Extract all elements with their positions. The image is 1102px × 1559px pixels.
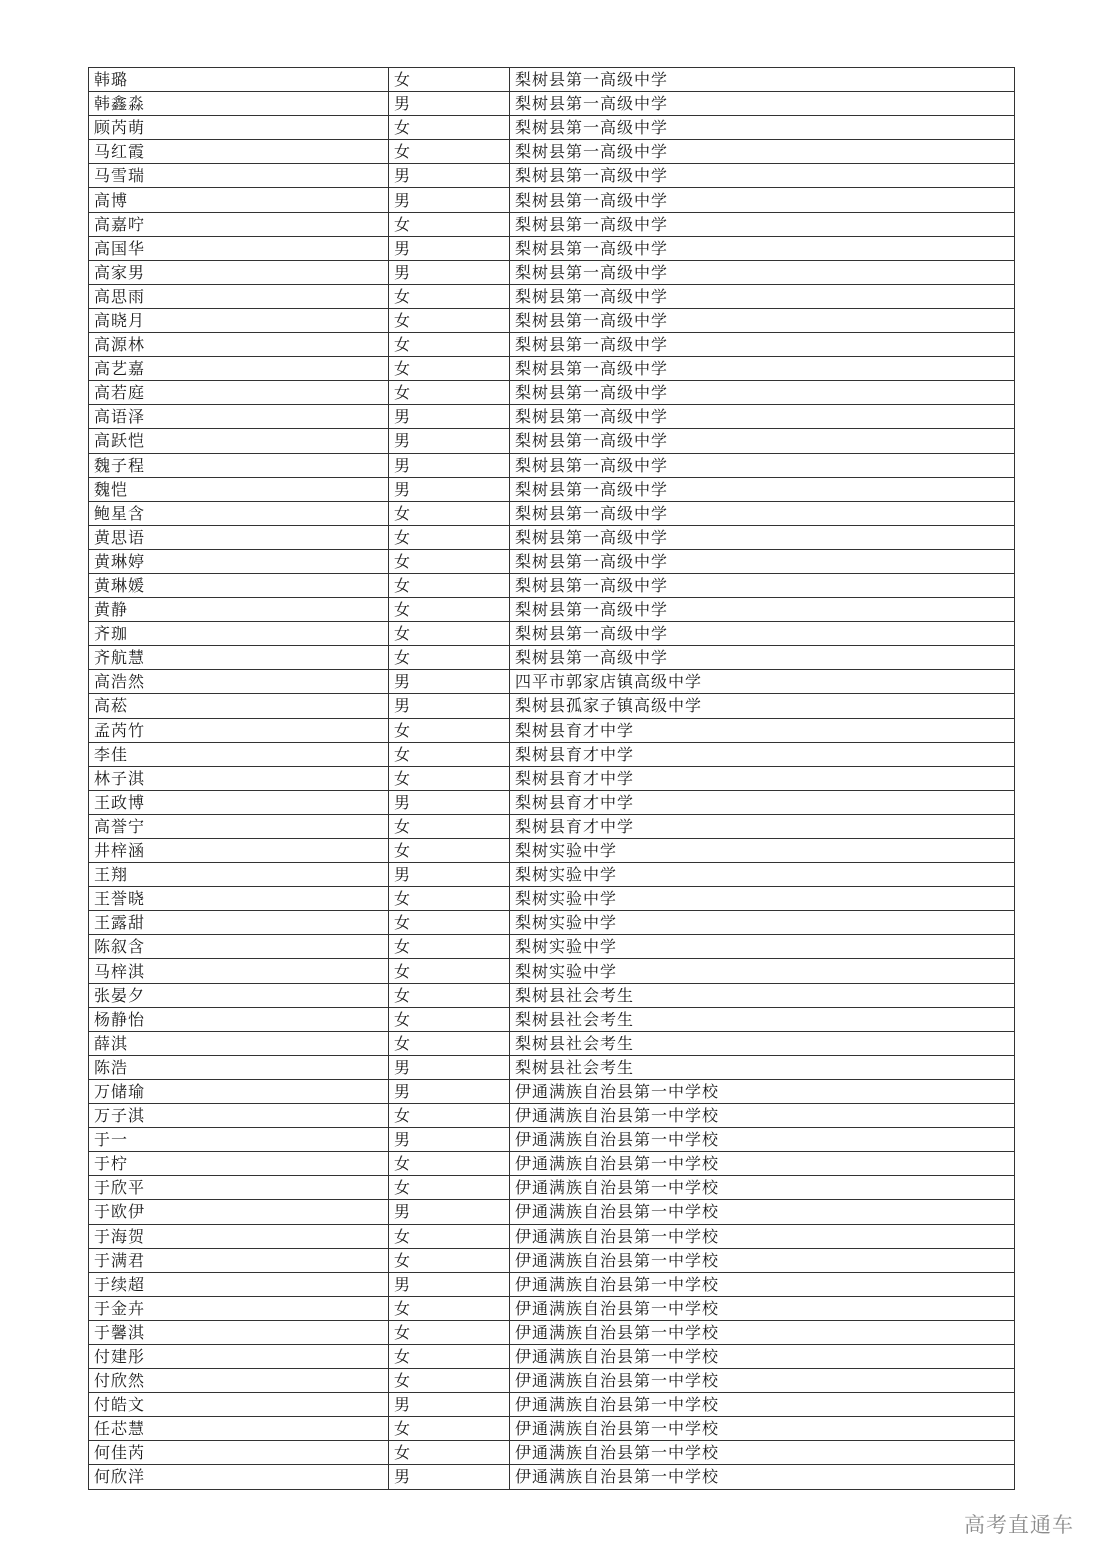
school-cell: 梨树县社会考生 bbox=[510, 1031, 1015, 1055]
gender-cell: 女 bbox=[389, 887, 510, 911]
school-cell: 梨树县第一高级中学 bbox=[510, 236, 1015, 260]
student-name-cell: 于续超 bbox=[89, 1272, 389, 1296]
table-row bbox=[89, 1344, 1015, 1368]
school-cell: 梨树县社会考生 bbox=[510, 1007, 1015, 1031]
school-cell: 梨树县育才中学 bbox=[510, 742, 1015, 766]
gender-cell: 女 bbox=[389, 935, 510, 959]
table-row bbox=[89, 260, 1015, 284]
school-cell: 伊通满族自治县第一中学校 bbox=[510, 1079, 1015, 1103]
gender-cell: 女 bbox=[389, 766, 510, 790]
school-cell: 伊通满族自治县第一中学校 bbox=[510, 1465, 1015, 1489]
table-row bbox=[89, 1176, 1015, 1200]
student-name-cell: 任芯慧 bbox=[89, 1417, 389, 1441]
table-row bbox=[89, 911, 1015, 935]
student-name-cell: 付欣然 bbox=[89, 1369, 389, 1393]
gender-cell: 女 bbox=[389, 1031, 510, 1055]
table-row bbox=[89, 1128, 1015, 1152]
gender-cell: 女 bbox=[389, 911, 510, 935]
table-row bbox=[89, 1296, 1015, 1320]
gender-cell: 女 bbox=[389, 959, 510, 983]
student-name-cell: 薛淇 bbox=[89, 1031, 389, 1055]
school-cell: 梨树县第一高级中学 bbox=[510, 549, 1015, 573]
student-name-cell: 王政博 bbox=[89, 790, 389, 814]
gender-cell: 女 bbox=[389, 1441, 510, 1465]
gender-cell: 女 bbox=[389, 718, 510, 742]
table-row bbox=[89, 549, 1015, 573]
school-cell: 伊通满族自治县第一中学校 bbox=[510, 1296, 1015, 1320]
student-name-cell: 于馨淇 bbox=[89, 1320, 389, 1344]
school-cell: 伊通满族自治县第一中学校 bbox=[510, 1393, 1015, 1417]
table-row bbox=[89, 839, 1015, 863]
school-cell: 梨树实验中学 bbox=[510, 863, 1015, 887]
school-cell: 梨树县第一高级中学 bbox=[510, 598, 1015, 622]
school-cell: 伊通满族自治县第一中学校 bbox=[510, 1152, 1015, 1176]
school-cell: 梨树县社会考生 bbox=[510, 983, 1015, 1007]
school-cell: 梨树县育才中学 bbox=[510, 718, 1015, 742]
gender-cell: 男 bbox=[389, 1128, 510, 1152]
school-cell: 梨树县第一高级中学 bbox=[510, 573, 1015, 597]
table-row bbox=[89, 1152, 1015, 1176]
school-cell: 伊通满族自治县第一中学校 bbox=[510, 1200, 1015, 1224]
gender-cell: 男 bbox=[389, 429, 510, 453]
student-name-cell: 杨静怡 bbox=[89, 1007, 389, 1031]
school-cell: 梨树县第一高级中学 bbox=[510, 260, 1015, 284]
student-name-cell: 于欧伊 bbox=[89, 1200, 389, 1224]
gender-cell: 女 bbox=[389, 1344, 510, 1368]
gender-cell: 女 bbox=[389, 1320, 510, 1344]
student-name-cell: 陈叙含 bbox=[89, 935, 389, 959]
student-name-cell: 高嘉咛 bbox=[89, 212, 389, 236]
student-name-cell: 齐珈 bbox=[89, 622, 389, 646]
table-row bbox=[89, 284, 1015, 308]
table-row bbox=[89, 140, 1015, 164]
table-row bbox=[89, 188, 1015, 212]
school-cell: 梨树县第一高级中学 bbox=[510, 116, 1015, 140]
student-name-cell: 韩鑫淼 bbox=[89, 92, 389, 116]
table-row bbox=[89, 863, 1015, 887]
gender-cell: 女 bbox=[389, 1176, 510, 1200]
school-cell: 梨树县第一高级中学 bbox=[510, 212, 1015, 236]
table-row bbox=[89, 814, 1015, 838]
student-name-cell: 高誉宁 bbox=[89, 814, 389, 838]
roster-table bbox=[88, 67, 1015, 1490]
table-row bbox=[89, 164, 1015, 188]
gender-cell: 女 bbox=[389, 140, 510, 164]
gender-cell: 女 bbox=[389, 1248, 510, 1272]
gender-cell: 女 bbox=[389, 308, 510, 332]
school-cell: 伊通满族自治县第一中学校 bbox=[510, 1248, 1015, 1272]
student-name-cell: 于柠 bbox=[89, 1152, 389, 1176]
school-cell: 梨树县第一高级中学 bbox=[510, 477, 1015, 501]
school-cell: 梨树县第一高级中学 bbox=[510, 622, 1015, 646]
table-row bbox=[89, 236, 1015, 260]
school-cell: 梨树实验中学 bbox=[510, 959, 1015, 983]
school-cell: 四平市郭家店镇高级中学 bbox=[510, 670, 1015, 694]
table-row bbox=[89, 116, 1015, 140]
student-name-cell: 顾芮萌 bbox=[89, 116, 389, 140]
table-row bbox=[89, 742, 1015, 766]
table-row bbox=[89, 718, 1015, 742]
school-cell: 伊通满族自治县第一中学校 bbox=[510, 1176, 1015, 1200]
student-name-cell: 高思雨 bbox=[89, 284, 389, 308]
gender-cell: 女 bbox=[389, 333, 510, 357]
student-name-cell: 王露甜 bbox=[89, 911, 389, 935]
gender-cell: 男 bbox=[389, 260, 510, 284]
table-row bbox=[89, 1272, 1015, 1296]
school-cell: 伊通满族自治县第一中学校 bbox=[510, 1128, 1015, 1152]
school-cell: 梨树县第一高级中学 bbox=[510, 525, 1015, 549]
student-name-cell: 于海贺 bbox=[89, 1224, 389, 1248]
table-row bbox=[89, 983, 1015, 1007]
student-name-cell: 高艺嘉 bbox=[89, 357, 389, 381]
table-row bbox=[89, 622, 1015, 646]
school-cell: 梨树县第一高级中学 bbox=[510, 164, 1015, 188]
student-name-cell: 高国华 bbox=[89, 236, 389, 260]
school-cell: 梨树县第一高级中学 bbox=[510, 308, 1015, 332]
gender-cell: 男 bbox=[389, 1393, 510, 1417]
table-row bbox=[89, 405, 1015, 429]
gender-cell: 女 bbox=[389, 598, 510, 622]
table-row bbox=[89, 453, 1015, 477]
table-row bbox=[89, 573, 1015, 597]
gender-cell: 男 bbox=[389, 1465, 510, 1489]
student-name-cell: 李佳 bbox=[89, 742, 389, 766]
gender-cell: 女 bbox=[389, 1224, 510, 1248]
gender-cell: 男 bbox=[389, 477, 510, 501]
table-row bbox=[89, 1393, 1015, 1417]
student-name-cell: 高源林 bbox=[89, 333, 389, 357]
gender-cell: 女 bbox=[389, 839, 510, 863]
gender-cell: 男 bbox=[389, 188, 510, 212]
student-name-cell: 林子淇 bbox=[89, 766, 389, 790]
table-row bbox=[89, 1369, 1015, 1393]
gender-cell: 女 bbox=[389, 381, 510, 405]
table-row bbox=[89, 670, 1015, 694]
table-row bbox=[89, 212, 1015, 236]
table-row bbox=[89, 477, 1015, 501]
student-name-cell: 何欣洋 bbox=[89, 1465, 389, 1489]
table-row bbox=[89, 1417, 1015, 1441]
school-cell: 梨树县第一高级中学 bbox=[510, 357, 1015, 381]
student-name-cell: 王誉晓 bbox=[89, 887, 389, 911]
student-name-cell: 何佳芮 bbox=[89, 1441, 389, 1465]
table-row bbox=[89, 381, 1015, 405]
gender-cell: 男 bbox=[389, 405, 510, 429]
student-name-cell: 高晓月 bbox=[89, 308, 389, 332]
school-cell: 梨树实验中学 bbox=[510, 887, 1015, 911]
gender-cell: 女 bbox=[389, 116, 510, 140]
school-cell: 梨树实验中学 bbox=[510, 839, 1015, 863]
school-cell: 伊通满族自治县第一中学校 bbox=[510, 1441, 1015, 1465]
student-name-cell: 孟芮竹 bbox=[89, 718, 389, 742]
gender-cell: 男 bbox=[389, 670, 510, 694]
school-cell: 梨树县第一高级中学 bbox=[510, 68, 1015, 92]
student-name-cell: 陈浩 bbox=[89, 1055, 389, 1079]
gender-cell: 男 bbox=[389, 1200, 510, 1224]
table-row bbox=[89, 1248, 1015, 1272]
student-name-cell: 万储瑜 bbox=[89, 1079, 389, 1103]
student-name-cell: 高语泽 bbox=[89, 405, 389, 429]
roster-body bbox=[89, 68, 1015, 1490]
table-row bbox=[89, 1031, 1015, 1055]
gender-cell: 女 bbox=[389, 646, 510, 670]
school-cell: 伊通满族自治县第一中学校 bbox=[510, 1344, 1015, 1368]
gender-cell: 女 bbox=[389, 622, 510, 646]
gender-cell: 男 bbox=[389, 453, 510, 477]
school-cell: 梨树县社会考生 bbox=[510, 1055, 1015, 1079]
gender-cell: 女 bbox=[389, 1417, 510, 1441]
student-name-cell: 鲍星含 bbox=[89, 501, 389, 525]
table-row bbox=[89, 598, 1015, 622]
gender-cell: 男 bbox=[389, 236, 510, 260]
gender-cell: 女 bbox=[389, 573, 510, 597]
gender-cell: 女 bbox=[389, 68, 510, 92]
school-cell: 梨树县育才中学 bbox=[510, 790, 1015, 814]
student-name-cell: 齐航慧 bbox=[89, 646, 389, 670]
school-cell: 梨树县第一高级中学 bbox=[510, 453, 1015, 477]
school-cell: 梨树县第一高级中学 bbox=[510, 140, 1015, 164]
gender-cell: 男 bbox=[389, 1079, 510, 1103]
gender-cell: 女 bbox=[389, 1296, 510, 1320]
table-row bbox=[89, 1007, 1015, 1031]
gender-cell: 女 bbox=[389, 501, 510, 525]
student-name-cell: 井梓涵 bbox=[89, 839, 389, 863]
gender-cell: 女 bbox=[389, 1104, 510, 1128]
table-row bbox=[89, 333, 1015, 357]
school-cell: 梨树县第一高级中学 bbox=[510, 333, 1015, 357]
table-row bbox=[89, 1224, 1015, 1248]
school-cell: 伊通满族自治县第一中学校 bbox=[510, 1369, 1015, 1393]
gender-cell: 女 bbox=[389, 983, 510, 1007]
school-cell: 梨树县孤家子镇高级中学 bbox=[510, 694, 1015, 718]
student-name-cell: 黄琳婷 bbox=[89, 549, 389, 573]
student-name-cell: 高若庭 bbox=[89, 381, 389, 405]
gender-cell: 女 bbox=[389, 549, 510, 573]
table-row bbox=[89, 1320, 1015, 1344]
student-name-cell: 魏子程 bbox=[89, 453, 389, 477]
school-cell: 梨树县第一高级中学 bbox=[510, 92, 1015, 116]
gender-cell: 男 bbox=[389, 790, 510, 814]
school-cell: 伊通满族自治县第一中学校 bbox=[510, 1272, 1015, 1296]
gender-cell: 女 bbox=[389, 1007, 510, 1031]
table-row bbox=[89, 790, 1015, 814]
student-name-cell: 黄静 bbox=[89, 598, 389, 622]
table-row bbox=[89, 357, 1015, 381]
gender-cell: 女 bbox=[389, 1152, 510, 1176]
gender-cell: 男 bbox=[389, 164, 510, 188]
student-name-cell: 万子淇 bbox=[89, 1104, 389, 1128]
gender-cell: 男 bbox=[389, 92, 510, 116]
student-name-cell: 于金卉 bbox=[89, 1296, 389, 1320]
student-name-cell: 高家男 bbox=[89, 260, 389, 284]
table-row bbox=[89, 646, 1015, 670]
school-cell: 梨树县第一高级中学 bbox=[510, 429, 1015, 453]
gender-cell: 女 bbox=[389, 742, 510, 766]
table-row bbox=[89, 501, 1015, 525]
student-name-cell: 高博 bbox=[89, 188, 389, 212]
student-name-cell: 马雪瑞 bbox=[89, 164, 389, 188]
gender-cell: 女 bbox=[389, 814, 510, 838]
gender-cell: 女 bbox=[389, 284, 510, 308]
student-name-cell: 马梓淇 bbox=[89, 959, 389, 983]
gender-cell: 女 bbox=[389, 525, 510, 549]
table-row bbox=[89, 1200, 1015, 1224]
school-cell: 伊通满族自治县第一中学校 bbox=[510, 1104, 1015, 1128]
table-row bbox=[89, 766, 1015, 790]
student-name-cell: 魏恺 bbox=[89, 477, 389, 501]
school-cell: 伊通满族自治县第一中学校 bbox=[510, 1320, 1015, 1344]
gender-cell: 男 bbox=[389, 1272, 510, 1296]
school-cell: 梨树县第一高级中学 bbox=[510, 646, 1015, 670]
student-name-cell: 黄琳媛 bbox=[89, 573, 389, 597]
school-cell: 伊通满族自治县第一中学校 bbox=[510, 1224, 1015, 1248]
student-name-cell: 于一 bbox=[89, 1128, 389, 1152]
table-row bbox=[89, 959, 1015, 983]
student-name-cell: 于欣平 bbox=[89, 1176, 389, 1200]
table-row bbox=[89, 935, 1015, 959]
school-cell: 梨树县育才中学 bbox=[510, 814, 1015, 838]
gender-cell: 女 bbox=[389, 1369, 510, 1393]
gender-cell: 男 bbox=[389, 694, 510, 718]
student-name-cell: 高跃恺 bbox=[89, 429, 389, 453]
table-row bbox=[89, 1104, 1015, 1128]
school-cell: 梨树实验中学 bbox=[510, 935, 1015, 959]
table-row bbox=[89, 68, 1015, 92]
gender-cell: 男 bbox=[389, 1055, 510, 1079]
table-row bbox=[89, 525, 1015, 549]
school-cell: 梨树县第一高级中学 bbox=[510, 405, 1015, 429]
table-row bbox=[89, 1441, 1015, 1465]
table-row bbox=[89, 429, 1015, 453]
student-name-cell: 马红霞 bbox=[89, 140, 389, 164]
school-cell: 伊通满族自治县第一中学校 bbox=[510, 1417, 1015, 1441]
gender-cell: 男 bbox=[389, 863, 510, 887]
school-cell: 梨树县第一高级中学 bbox=[510, 188, 1015, 212]
table-row bbox=[89, 1465, 1015, 1489]
student-name-cell: 张晏夕 bbox=[89, 983, 389, 1007]
student-name-cell: 付建彤 bbox=[89, 1344, 389, 1368]
table-row bbox=[89, 92, 1015, 116]
school-cell: 梨树县第一高级中学 bbox=[510, 501, 1015, 525]
table-row bbox=[89, 1079, 1015, 1103]
school-cell: 梨树实验中学 bbox=[510, 911, 1015, 935]
student-name-cell: 王翔 bbox=[89, 863, 389, 887]
student-name-cell: 于满君 bbox=[89, 1248, 389, 1272]
student-name-cell: 高浩然 bbox=[89, 670, 389, 694]
table-row bbox=[89, 308, 1015, 332]
school-cell: 梨树县第一高级中学 bbox=[510, 381, 1015, 405]
student-name-cell: 高菘 bbox=[89, 694, 389, 718]
table-row bbox=[89, 1055, 1015, 1079]
school-cell: 梨树县育才中学 bbox=[510, 766, 1015, 790]
student-name-cell: 付皓文 bbox=[89, 1393, 389, 1417]
student-name-cell: 韩璐 bbox=[89, 68, 389, 92]
school-cell: 梨树县第一高级中学 bbox=[510, 284, 1015, 308]
gender-cell: 女 bbox=[389, 357, 510, 381]
table-row bbox=[89, 694, 1015, 718]
watermark: 高考直通车 bbox=[964, 1513, 1074, 1537]
student-name-cell: 黄思语 bbox=[89, 525, 389, 549]
table-row bbox=[89, 887, 1015, 911]
gender-cell: 女 bbox=[389, 212, 510, 236]
